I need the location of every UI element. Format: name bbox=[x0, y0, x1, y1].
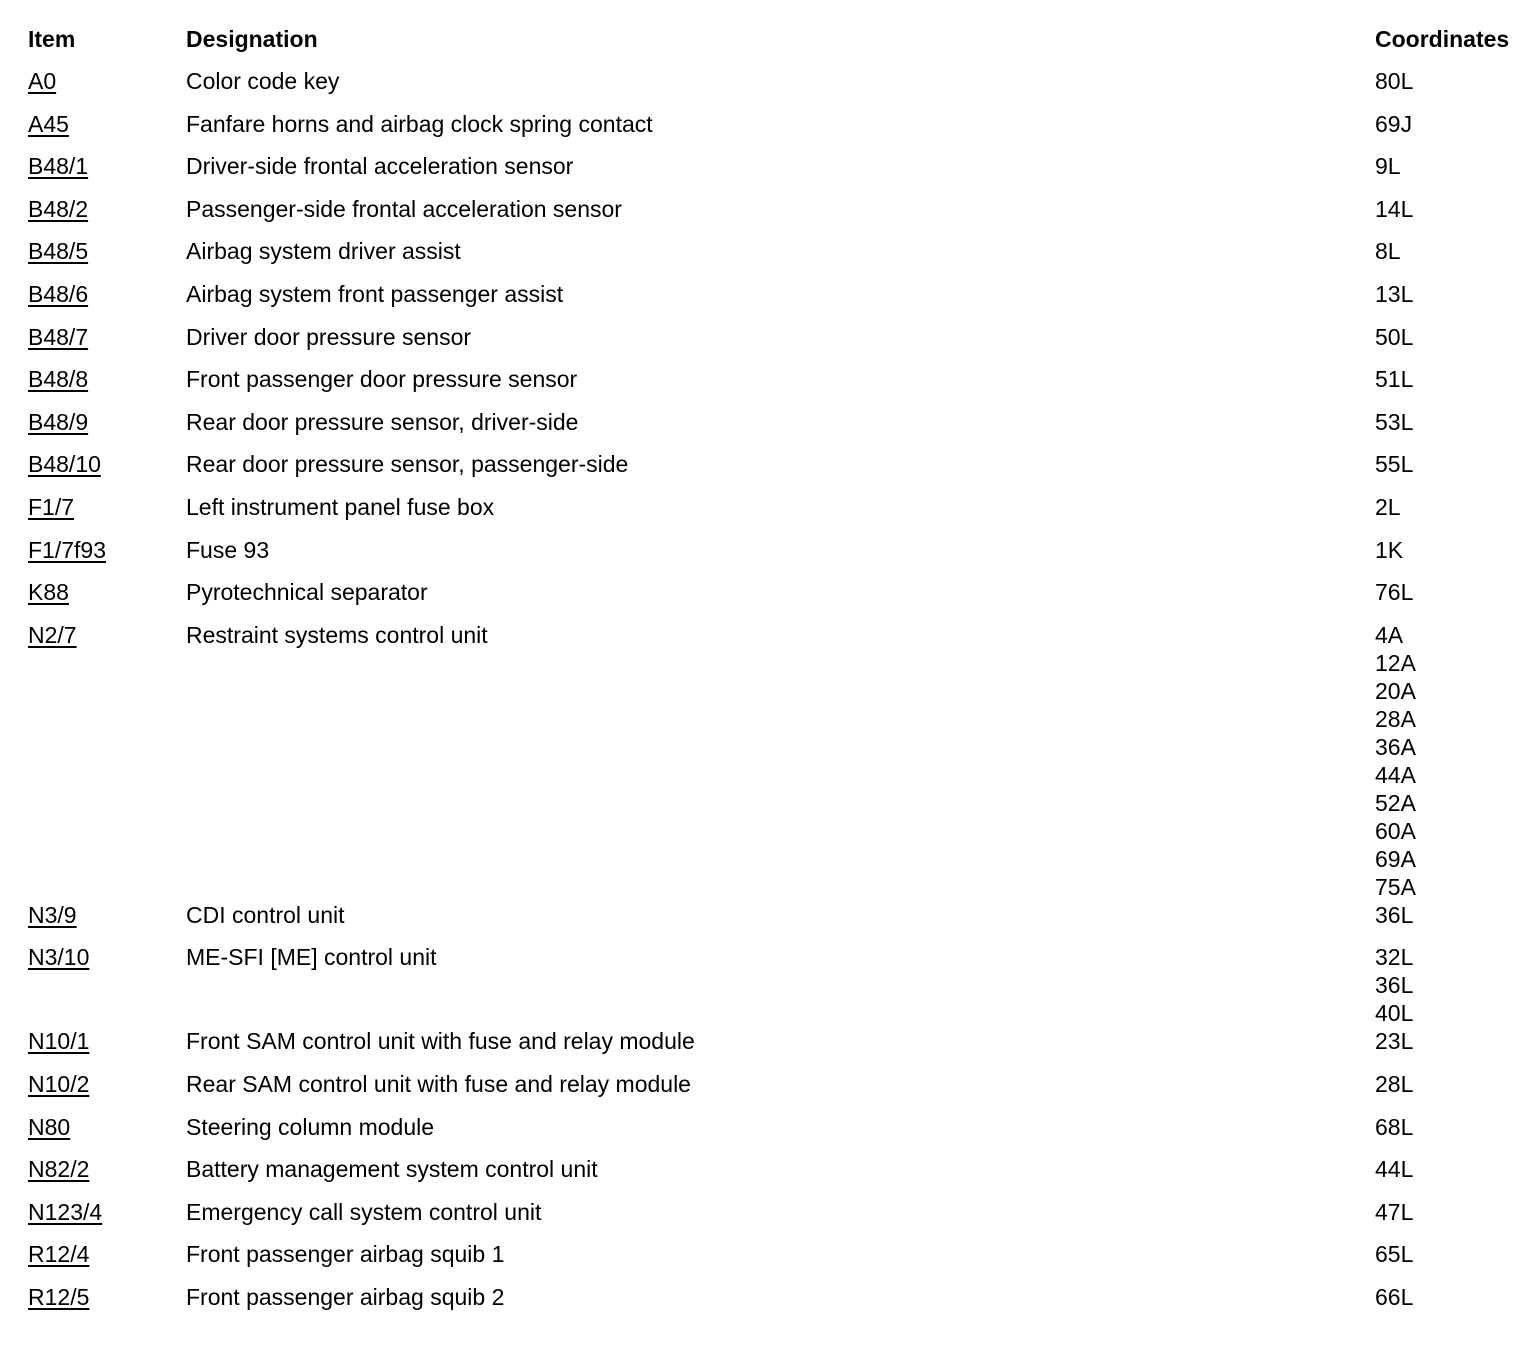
table-row bbox=[28, 1070, 1528, 1113]
item-link[interactable]: N3/9 bbox=[28, 901, 77, 928]
item-cell bbox=[28, 237, 186, 265]
coordinates-cell bbox=[1375, 901, 1528, 929]
coordinate-value: 8L bbox=[1375, 238, 1401, 265]
item-cell bbox=[28, 1155, 186, 1183]
designation-cell: Rear door pressure sensor, driver-side bbox=[186, 408, 579, 435]
coordinates-cell bbox=[1375, 1070, 1528, 1098]
item-cell bbox=[28, 1240, 186, 1268]
designation-column-header: Designation bbox=[186, 26, 318, 52]
coordinates-cell bbox=[1375, 237, 1528, 265]
item-link[interactable]: A0 bbox=[28, 68, 57, 94]
coordinates-cell bbox=[1375, 1283, 1528, 1311]
item-cell bbox=[28, 450, 186, 478]
table-row bbox=[28, 152, 1528, 195]
designation-cell: Steering column module bbox=[186, 1113, 435, 1140]
item-cell bbox=[28, 621, 186, 649]
item-column-header: Item bbox=[28, 26, 76, 52]
coordinates-cell bbox=[1375, 1198, 1528, 1226]
designation-cell: Fanfare horns and airbag clock spring contact bbox=[186, 110, 653, 137]
designation-cell: Passenger-side frontal acceleration sensor bbox=[186, 195, 622, 222]
table-row bbox=[28, 1198, 1528, 1241]
designation-cell: Driver-side frontal acceleration sensor bbox=[186, 153, 574, 180]
item-link[interactable]: N10/2 bbox=[28, 1070, 90, 1097]
item-link[interactable]: A45 bbox=[28, 110, 69, 137]
item-link[interactable]: N3/10 bbox=[28, 944, 90, 971]
table-row bbox=[28, 237, 1528, 280]
designation-cell: Emergency call system control unit bbox=[186, 1198, 542, 1225]
designation-cell: Rear door pressure sensor, passenger-side bbox=[186, 451, 629, 478]
coordinates-cell bbox=[1375, 450, 1528, 478]
table-row bbox=[28, 1283, 1528, 1326]
coordinate-value: 80L bbox=[1375, 68, 1414, 94]
coordinates-cell bbox=[1375, 493, 1528, 521]
coordinate-value: 44L bbox=[1375, 1156, 1414, 1183]
coordinates-cell bbox=[1375, 578, 1528, 606]
item-cell bbox=[28, 536, 186, 564]
item-cell bbox=[28, 943, 186, 971]
coordinate-value: 65L bbox=[1375, 1241, 1414, 1268]
coordinates-cell bbox=[1375, 536, 1528, 564]
item-link[interactable]: N10/1 bbox=[28, 1028, 90, 1055]
coordinate-value: 9L bbox=[1375, 153, 1401, 180]
item-cell bbox=[28, 1283, 186, 1311]
item-link[interactable]: B48/6 bbox=[28, 280, 89, 307]
table-row bbox=[28, 450, 1528, 493]
coordinate-value: 76L bbox=[1375, 579, 1414, 606]
coordinate-value: 4A bbox=[1375, 621, 1404, 648]
table-row bbox=[28, 943, 1528, 1027]
item-cell bbox=[28, 365, 186, 393]
table-row bbox=[28, 1155, 1528, 1198]
designation-cell: Rear SAM control unit with fuse and relay module bbox=[186, 1070, 691, 1097]
coordinate-value: 20A bbox=[1375, 677, 1416, 704]
coordinates-cell bbox=[1375, 1027, 1528, 1055]
coordinate-value: 53L bbox=[1375, 408, 1414, 435]
table-row bbox=[28, 110, 1528, 153]
designation-cell: Airbag system front passenger assist bbox=[186, 280, 564, 307]
designation-cell: Restraint systems control unit bbox=[186, 621, 488, 648]
coordinate-value: 1K bbox=[1375, 536, 1404, 563]
table-row bbox=[28, 1240, 1528, 1283]
table-row bbox=[28, 408, 1528, 451]
table-row bbox=[28, 901, 1528, 944]
designation-cell: CDI control unit bbox=[186, 901, 345, 928]
item-link[interactable]: K88 bbox=[28, 579, 69, 606]
coordinate-value: 60A bbox=[1375, 817, 1416, 844]
table-row bbox=[28, 195, 1528, 238]
designation-cell: Pyrotechnical separator bbox=[186, 579, 428, 606]
item-link[interactable]: F1/7 bbox=[28, 493, 75, 520]
coordinate-value: 12A bbox=[1375, 649, 1416, 676]
coordinates-cell bbox=[1375, 621, 1528, 901]
table-row bbox=[28, 578, 1528, 621]
item-cell bbox=[28, 578, 186, 606]
designation-cell: Airbag system driver assist bbox=[186, 238, 461, 265]
coordinates-cell bbox=[1375, 152, 1528, 180]
item-cell bbox=[28, 195, 186, 223]
coordinate-value: 69A bbox=[1375, 845, 1416, 872]
designation-cell: Left instrument panel fuse box bbox=[186, 493, 495, 520]
item-link[interactable]: B48/9 bbox=[28, 408, 89, 435]
table-row bbox=[28, 493, 1528, 536]
coordinate-value: 52A bbox=[1375, 789, 1416, 816]
component-legend-table bbox=[28, 25, 1528, 1325]
coordinates-cell bbox=[1375, 67, 1528, 95]
table-row bbox=[28, 621, 1528, 901]
coordinates-cell bbox=[1375, 195, 1528, 223]
table-row bbox=[28, 365, 1528, 408]
item-link[interactable]: B48/8 bbox=[28, 366, 89, 393]
item-cell bbox=[28, 1027, 186, 1055]
designation-cell: Front SAM control unit with fuse and relay module bbox=[186, 1028, 695, 1055]
item-link[interactable]: B48/10 bbox=[28, 451, 101, 478]
item-cell bbox=[28, 408, 186, 436]
coordinates-column-header: Coordinates bbox=[1375, 26, 1510, 52]
table-row bbox=[28, 280, 1528, 323]
coordinates-cell bbox=[1375, 365, 1528, 393]
table-header bbox=[28, 25, 1528, 67]
item-link[interactable]: B48/1 bbox=[28, 153, 89, 180]
coordinate-value: 23L bbox=[1375, 1028, 1414, 1055]
coordinates-cell bbox=[1375, 280, 1528, 308]
item-link[interactable]: R12/5 bbox=[28, 1283, 90, 1310]
item-cell bbox=[28, 901, 186, 929]
designation-cell: ME-SFI [ME] control unit bbox=[186, 944, 437, 971]
table-row bbox=[28, 323, 1528, 366]
item-link[interactable]: B48/2 bbox=[28, 195, 89, 222]
item-link[interactable]: N80 bbox=[28, 1113, 71, 1140]
item-cell bbox=[28, 110, 186, 138]
coordinates-cell bbox=[1375, 110, 1528, 138]
coordinate-value: 51L bbox=[1375, 366, 1414, 393]
coordinate-value: 13L bbox=[1375, 280, 1414, 307]
item-link[interactable]: F1/7f93 bbox=[28, 536, 106, 563]
coordinates-cell bbox=[1375, 1155, 1528, 1183]
coordinates-cell bbox=[1375, 323, 1528, 351]
designation-cell: Front passenger airbag squib 2 bbox=[186, 1283, 505, 1310]
coordinate-value: 14L bbox=[1375, 195, 1414, 222]
coordinates-cell bbox=[1375, 1240, 1528, 1268]
coordinate-value: 44A bbox=[1375, 761, 1416, 788]
coordinate-value: 32L bbox=[1375, 944, 1414, 971]
coordinates-cell bbox=[1375, 1113, 1528, 1141]
coordinates-cell bbox=[1375, 408, 1528, 436]
item-cell bbox=[28, 1070, 186, 1098]
designation-cell: Front passenger airbag squib 1 bbox=[186, 1241, 505, 1268]
item-cell bbox=[28, 280, 186, 308]
coordinate-value: 28A bbox=[1375, 705, 1416, 732]
table-row bbox=[28, 536, 1528, 579]
table-row bbox=[28, 1113, 1528, 1156]
item-cell bbox=[28, 493, 186, 521]
item-link[interactable]: N2/7 bbox=[28, 621, 77, 648]
coordinate-value: 40L bbox=[1375, 1000, 1414, 1027]
designation-cell: Battery management system control unit bbox=[186, 1156, 598, 1183]
item-cell bbox=[28, 1198, 186, 1226]
coordinate-value: 68L bbox=[1375, 1113, 1414, 1140]
item-cell bbox=[28, 323, 186, 351]
designation-cell: Front passenger door pressure sensor bbox=[186, 366, 578, 393]
item-link[interactable]: N123/4 bbox=[28, 1198, 103, 1225]
item-cell bbox=[28, 1113, 186, 1141]
coordinates-cell bbox=[1375, 943, 1528, 1027]
coordinate-value: 69J bbox=[1375, 110, 1413, 137]
coordinate-value: 36A bbox=[1375, 733, 1416, 760]
coordinate-value: 28L bbox=[1375, 1070, 1414, 1097]
item-cell bbox=[28, 67, 186, 95]
item-link[interactable]: R12/4 bbox=[28, 1241, 90, 1268]
designation-cell: Fuse 93 bbox=[186, 536, 270, 563]
item-link[interactable]: B48/7 bbox=[28, 323, 89, 350]
designation-cell: Color code key bbox=[186, 68, 340, 94]
table-body bbox=[28, 67, 1528, 1325]
coordinate-value: 66L bbox=[1375, 1283, 1414, 1310]
item-cell bbox=[28, 152, 186, 180]
coordinate-value: 47L bbox=[1375, 1198, 1414, 1225]
coordinate-value: 75A bbox=[1375, 873, 1416, 900]
designation-cell: Driver door pressure sensor bbox=[186, 323, 472, 350]
coordinate-value: 55L bbox=[1375, 451, 1414, 478]
item-link[interactable]: N82/2 bbox=[28, 1156, 90, 1183]
coordinate-value: 2L bbox=[1375, 493, 1401, 520]
coordinate-value: 50L bbox=[1375, 323, 1414, 350]
table-row bbox=[28, 1027, 1528, 1070]
coordinate-value: 36L bbox=[1375, 901, 1414, 928]
table-row bbox=[28, 67, 1528, 110]
item-link[interactable]: B48/5 bbox=[28, 238, 89, 265]
coordinate-value: 36L bbox=[1375, 972, 1414, 999]
